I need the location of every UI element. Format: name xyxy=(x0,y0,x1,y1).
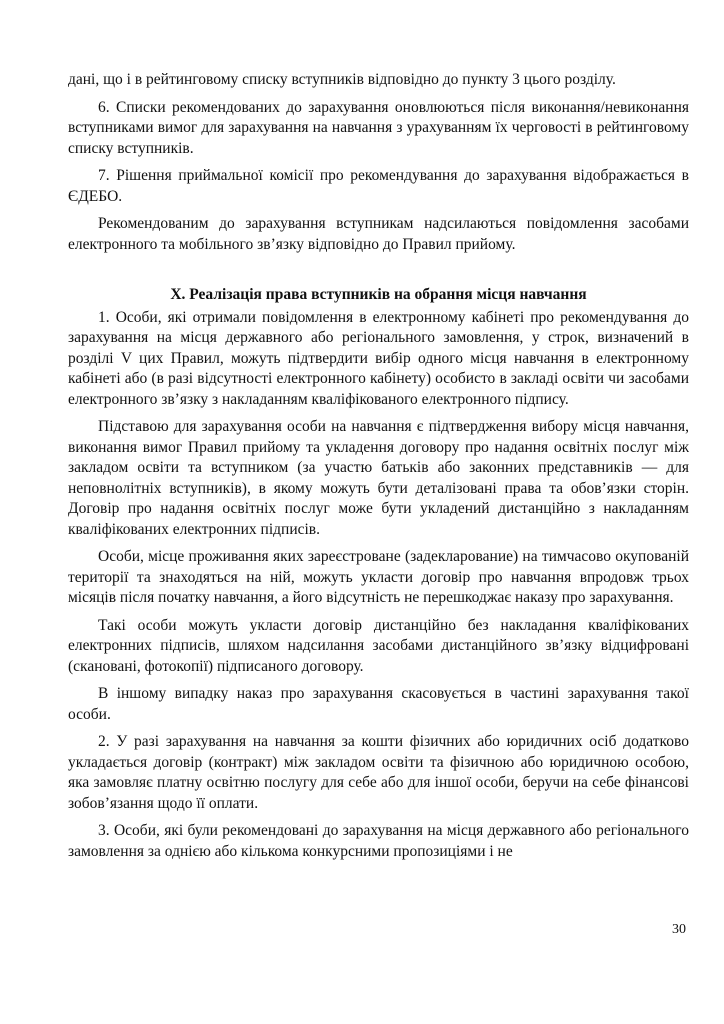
paragraph-occupied-territory: Особи, місце проживання яких зареєстроване (задекларование) на тимчасово окупованій території та знаходяться на ній, можуть укласти договір про навчання впродовж трьох місяців після початку навчання, а його відсутність не перешкоджає наказу про зарахування. xyxy=(68,548,689,606)
section-heading: X. Реалізація права вступників на обрання місця навчання xyxy=(170,286,587,303)
paragraph-basis-for-enrollment: Підставою для зарахування особи на навчання є підтвердження вибору місця навчання, виконання вимог Правил прийому та укладення договору про надання освітніх послуг між закладом освіти та вступником (за участю батьків або законних представників — для неповнолітніх вступників), в якому можуть бути деталізовані права та обов’язки сторін. Договір про надання освітніх послуг може бути укладений дистанційно з накладанням кваліфікованих електронних підписів. xyxy=(68,418,689,538)
paragraph-section-item-3: 3. Особи, які були рекомендовані до зарахування на місця державного або регіонального замовлення за однією або кількома конкурсними пропозиціями і не xyxy=(68,822,689,860)
paragraph-continuation: дані, що і в рейтинговому списку вступників відповідно до пункту 3 цього розділу. xyxy=(68,71,616,88)
paragraph-notification: Рекомендованим до зарахування вступникам надсилаються повідомлення засобами електронного та мобільного зв’язку відповідно до Правил прийому. xyxy=(68,215,689,253)
paragraph-item-7: 7. Рішення приймальної комісії про рекомендування до зарахування відображається в ЄДЕБО. xyxy=(68,167,689,205)
paragraph-section-item-2: 2. У разі зарахування на навчання за кошти фізичних або юридичних осіб додатково укладається договір (контракт) між закладом освіти та фізичною або юридичною особою, яка замовляє платну освітню послугу для себе або для іншої особи, беручи на себе фінансові зобов’язання щодо її оплати. xyxy=(68,733,689,812)
document-page xyxy=(68,70,689,862)
page-number: 30 xyxy=(672,922,686,937)
paragraph-remote-contract: Такі особи можуть укласти договір дистанційно без накладання кваліфікованих електронних підписів, шляхом надсилання засобами дистанційного зв’язку відцифровані (скановані, фотокопії) підписаного договору. xyxy=(68,616,689,675)
paragraph-otherwise: В іншому випадку наказ про зарахування скасовується в частині зарахування такої особи. xyxy=(68,685,689,723)
paragraph-item-6: 6. Списки рекомендованих до зарахування оновлюються після виконання/невиконання вступниками вимог для зарахування на навчання з урахуванням їх черговості в рейтинговому списку вступників. xyxy=(68,98,689,157)
paragraph-section-item-1: 1. Особи, які отримали повідомлення в електронному кабінеті про рекомендування до зарахування на місця державного або регіонального замовлення, у строк, визначений в розділі V цих Правил, можуть підтвердити вибір одного місця навчання в електронному кабінеті або (в разі відсутності електронного кабінету) особисто в закладі освіти чи засобами електронного зв’язку з накладанням кваліфікованого електронного підпису. xyxy=(68,308,689,408)
